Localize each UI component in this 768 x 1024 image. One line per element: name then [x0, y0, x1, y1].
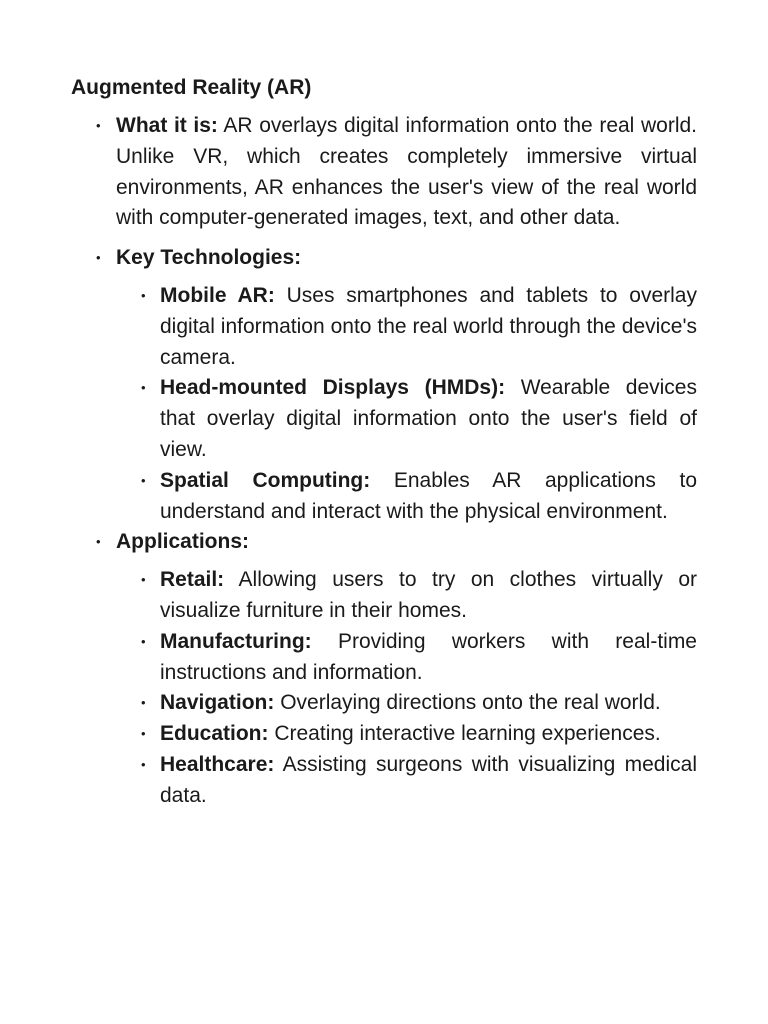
page-title: Augmented Reality (AR)	[71, 76, 312, 99]
item-text: AR overlays digital information onto the real world. Unlike VR, which creates completely immersive virtual environments, AR enhances the user's view of the real world with computer-generated images, text, and other data.	[116, 114, 697, 230]
item-text: Enables AR applications to understand and interact with the physical environment.	[160, 468, 697, 523]
item-term: Applications:	[116, 530, 250, 554]
sub-list-item-retail	[116, 565, 697, 627]
item-text: Overlaying directions onto the real world.	[280, 691, 661, 715]
sub-list-item-mobile-ar	[116, 281, 697, 373]
main-list	[71, 111, 697, 812]
list-item-applications	[71, 527, 697, 811]
item-text: Assisting surgeons with visualizing medical data.	[160, 752, 697, 807]
sub-list-item-education	[116, 719, 697, 750]
sub-list-item-navigation	[116, 688, 697, 719]
item-term: Navigation:	[160, 691, 275, 715]
item-text: Wearable devices that overlay digital information onto the user's field of view.	[160, 376, 697, 461]
sub-list-applications	[116, 565, 697, 811]
list-item-what-it-is	[71, 111, 697, 234]
sub-list-item-hmds	[116, 373, 697, 465]
item-term: Education:	[160, 722, 269, 746]
item-text: Providing workers with real-time instructions and information.	[160, 629, 697, 684]
item-term: Key Technologies:	[116, 246, 302, 270]
sub-list-item-spatial-computing	[116, 466, 697, 528]
list-item-key-technologies	[71, 243, 697, 527]
sub-list-item-manufacturing	[116, 627, 697, 689]
item-text: Creating interactive learning experiences.	[274, 722, 661, 746]
sub-list-key-technologies	[116, 281, 697, 527]
sub-list-item-healthcare	[116, 750, 697, 812]
item-term: Healthcare:	[160, 752, 275, 776]
item-term: Manufacturing:	[160, 629, 312, 653]
document-page	[71, 73, 697, 812]
item-term: Retail:	[160, 568, 225, 592]
item-term: What it is:	[116, 114, 218, 137]
item-term: Mobile AR:	[160, 283, 275, 307]
item-term: Spatial Computing:	[160, 468, 371, 492]
item-text: Uses smartphones and tablets to overlay digital information onto the real world through the device's camera.	[160, 283, 697, 369]
item-text: Allowing users to try on clothes virtually or visualize furniture in their homes.	[160, 568, 697, 622]
item-term: Head-mounted Displays (HMDs):	[160, 376, 506, 400]
